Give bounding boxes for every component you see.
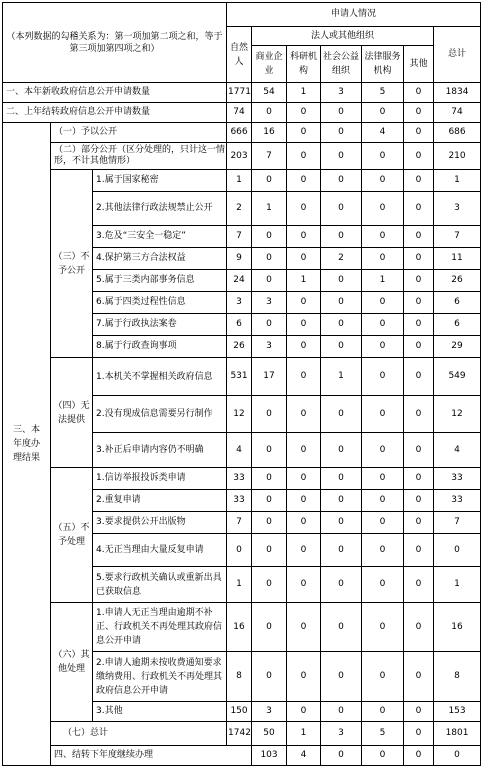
- cell: 0: [287, 292, 321, 314]
- cell: 0: [362, 358, 404, 396]
- cell: 0: [362, 226, 404, 248]
- cell: 7: [434, 226, 481, 248]
- cell: 0: [287, 103, 321, 123]
- cell: 12: [227, 396, 252, 433]
- cell: 6: [434, 292, 481, 314]
- cell: 0: [321, 226, 362, 248]
- cell: 0: [321, 468, 362, 490]
- row-label: 3.要求提供公开出版物: [93, 512, 227, 534]
- row-label: 一、本年新收政府信息公开申请数量: [3, 83, 227, 103]
- cell: 7: [252, 143, 287, 170]
- cell: 0: [404, 746, 434, 766]
- cell: 0: [321, 170, 362, 192]
- cell: 1: [287, 722, 321, 746]
- cell: 0: [362, 603, 404, 652]
- row-label: 四、结转下年度继续办理: [51, 746, 252, 766]
- row-label: （一）予以公开: [51, 123, 227, 143]
- cell: 0: [362, 433, 404, 468]
- cell: 666: [227, 123, 252, 143]
- cell: 0: [252, 270, 287, 292]
- cell: 0: [252, 468, 287, 490]
- cell: 1801: [434, 722, 481, 746]
- cell: 0: [252, 652, 287, 702]
- cell: 0: [321, 702, 362, 722]
- cell: 0: [362, 512, 404, 534]
- cell: 1: [434, 170, 481, 192]
- cell: 11: [434, 248, 481, 270]
- row-label: 1.申请人无正当理由逾期不补正、行政机关不再处理其政府信息公开申请: [93, 603, 227, 652]
- cell: 17: [252, 358, 287, 396]
- cell: 3: [227, 292, 252, 314]
- cell: 0: [321, 490, 362, 512]
- cell: 33: [434, 468, 481, 490]
- cell: 26: [227, 336, 252, 358]
- cell: 103: [252, 746, 287, 766]
- cell: 16: [434, 603, 481, 652]
- cell: 0: [321, 433, 362, 468]
- cell: 0: [362, 103, 404, 123]
- cell: 0: [321, 192, 362, 226]
- row-label: 6.属于四类过程性信息: [93, 292, 227, 314]
- cell: 0: [287, 433, 321, 468]
- group-4-label: （四）无法提供: [51, 358, 93, 468]
- cell: 153: [434, 702, 481, 722]
- section-3-label: 三、本年度办理结果: [3, 123, 51, 766]
- row-label: 2.申请人逾期未按收费通知要求缴纳费用、行政机关不再处理其政府信息公开申请: [93, 652, 227, 702]
- cell: 0: [321, 143, 362, 170]
- cell: 0: [404, 336, 434, 358]
- cell: 0: [404, 170, 434, 192]
- cell: 0: [287, 652, 321, 702]
- cell: 0: [252, 103, 287, 123]
- row-label: （二）部分公开（区分处理的，只计这一情形，不计其他情形）: [51, 143, 227, 170]
- cell: 0: [362, 490, 404, 512]
- cell: 1: [287, 83, 321, 103]
- cell: 0: [252, 396, 287, 433]
- cell: 203: [227, 143, 252, 170]
- cell: 0: [404, 103, 434, 123]
- cell: 0: [404, 123, 434, 143]
- cell: 0: [252, 170, 287, 192]
- cell: 0: [252, 534, 287, 567]
- cell: 0: [287, 396, 321, 433]
- cell: 0: [252, 248, 287, 270]
- cell: 33: [227, 468, 252, 490]
- row-label: 1.本机关不掌握相关政府信息: [93, 358, 227, 396]
- cell: 0: [362, 192, 404, 226]
- cell: 0: [362, 396, 404, 433]
- cell: 3: [252, 292, 287, 314]
- cell: 0: [287, 192, 321, 226]
- cell: 1: [227, 170, 252, 192]
- cell: 0: [287, 248, 321, 270]
- header-col-research: 科研机构: [287, 46, 321, 83]
- cell: 0: [404, 652, 434, 702]
- cell: 3: [252, 702, 287, 722]
- header-applicant: 申请人情况: [227, 3, 481, 27]
- cell: 6: [227, 314, 252, 336]
- cell: 0: [321, 103, 362, 123]
- cell: 0: [404, 358, 434, 396]
- cell: 0: [321, 270, 362, 292]
- cell: 0: [362, 702, 404, 722]
- cell: 0: [287, 468, 321, 490]
- cell: 29: [434, 336, 481, 358]
- cell: 3: [252, 336, 287, 358]
- cell: 0: [287, 702, 321, 722]
- cell: 0: [321, 336, 362, 358]
- row-label: 2.其他法律行政法规禁止公开: [93, 192, 227, 226]
- cell: 0: [404, 702, 434, 722]
- cell: 4: [287, 746, 321, 766]
- row-label: 8.属于行政查询事项: [93, 336, 227, 358]
- cell: 4: [227, 433, 252, 468]
- cell: 0: [252, 314, 287, 336]
- cell: 4: [362, 123, 404, 143]
- cell: 0: [287, 123, 321, 143]
- header-col-other: 其他: [404, 46, 434, 83]
- row-label: 7.属于行政执法案卷: [93, 314, 227, 336]
- cell: 0: [321, 292, 362, 314]
- row-label: 2.没有现成信息需要另行制作: [93, 396, 227, 433]
- cell: 0: [362, 314, 404, 336]
- cell: 0: [252, 433, 287, 468]
- cell: 210: [434, 143, 481, 170]
- cell: 0: [252, 567, 287, 603]
- cell: 5: [362, 83, 404, 103]
- cell: 0: [434, 534, 481, 567]
- cell: 0: [404, 192, 434, 226]
- cell: 0: [404, 722, 434, 746]
- cell: 8: [434, 652, 481, 702]
- row-label: 5.属于三类内部事务信息: [93, 270, 227, 292]
- cell: 0: [321, 567, 362, 603]
- cell: 1: [252, 192, 287, 226]
- cell: 0: [362, 336, 404, 358]
- header-col-business: 商业企业: [252, 46, 287, 83]
- group-3-label: （三）不予公开: [51, 170, 93, 358]
- cell: 8: [227, 652, 252, 702]
- cell: 0: [404, 396, 434, 433]
- cell: 5: [362, 722, 404, 746]
- cell: 0: [287, 170, 321, 192]
- cell: 0: [287, 534, 321, 567]
- cell: 7: [227, 512, 252, 534]
- cell: 0: [404, 270, 434, 292]
- cell: 0: [404, 83, 434, 103]
- cell: 4: [434, 433, 481, 468]
- cell: 0: [287, 567, 321, 603]
- row-label: 4.保护第三方合法权益: [93, 248, 227, 270]
- cell: 150: [227, 702, 252, 722]
- cell: 0: [404, 468, 434, 490]
- cell: 7: [434, 512, 481, 534]
- cell: 33: [227, 490, 252, 512]
- row-label: 1.信访举报投诉类申请: [93, 468, 227, 490]
- cell: 0: [434, 746, 481, 766]
- cell: 0: [287, 512, 321, 534]
- cell: 0: [404, 512, 434, 534]
- cell: 0: [362, 170, 404, 192]
- cell: 16: [227, 603, 252, 652]
- cell: 0: [362, 746, 404, 766]
- cell: 531: [227, 358, 252, 396]
- header-note: （本列数据的勾稽关系为：第一项加第二项之和，等于第三项加第四项之和）: [3, 3, 227, 83]
- row-label: 3.其他: [93, 702, 227, 722]
- cell: 54: [252, 83, 287, 103]
- cell: 0: [362, 652, 404, 702]
- info-disclosure-table: [2, 2, 481, 766]
- cell: 0: [404, 433, 434, 468]
- cell: 3: [321, 83, 362, 103]
- cell: 1: [321, 358, 362, 396]
- cell: 50: [252, 722, 287, 746]
- row-label: （七）总计: [51, 722, 227, 746]
- cell: 0: [362, 143, 404, 170]
- cell: 0: [362, 248, 404, 270]
- cell: 12: [434, 396, 481, 433]
- cell: 0: [362, 567, 404, 603]
- cell: 7: [227, 226, 252, 248]
- group-6-label: （六）其他处理: [51, 603, 93, 722]
- cell: 0: [404, 314, 434, 336]
- cell: 686: [434, 123, 481, 143]
- cell: 0: [321, 314, 362, 336]
- cell: 26: [434, 270, 481, 292]
- row-label: 1.属于国家秘密: [93, 170, 227, 192]
- cell: 3: [321, 722, 362, 746]
- cell: 0: [252, 603, 287, 652]
- row-label: 3.补正后申请内容仍不明确: [93, 433, 227, 468]
- cell: 74: [434, 103, 481, 123]
- cell: 0: [362, 534, 404, 567]
- cell: 0: [321, 534, 362, 567]
- cell: 0: [287, 603, 321, 652]
- cell: 1834: [434, 83, 481, 103]
- cell: 0: [287, 143, 321, 170]
- cell: 0: [287, 358, 321, 396]
- cell: 0: [287, 226, 321, 248]
- cell: 0: [321, 652, 362, 702]
- cell: 1: [287, 270, 321, 292]
- cell: 0: [287, 336, 321, 358]
- cell: 0: [321, 603, 362, 652]
- cell: 0: [287, 490, 321, 512]
- cell: 74: [227, 103, 252, 123]
- cell: 6: [434, 314, 481, 336]
- header-natural-person: 自然人: [227, 27, 252, 83]
- cell: 0: [321, 396, 362, 433]
- row-label: 3.危及“三安全一稳定”: [93, 226, 227, 248]
- cell: 0: [321, 123, 362, 143]
- cell: 0: [362, 292, 404, 314]
- cell: 1742: [227, 722, 252, 746]
- cell: 0: [321, 746, 362, 766]
- cell: 0: [404, 490, 434, 512]
- cell: 24: [227, 270, 252, 292]
- cell: 0: [252, 512, 287, 534]
- cell: 0: [404, 534, 434, 567]
- cell: 0: [404, 603, 434, 652]
- cell: 0: [404, 567, 434, 603]
- cell: 9: [227, 248, 252, 270]
- cell: 0: [252, 490, 287, 512]
- header-total: 总计: [434, 27, 481, 83]
- cell: 2: [227, 192, 252, 226]
- cell: 0: [287, 314, 321, 336]
- cell: 0: [252, 226, 287, 248]
- cell: 0: [404, 292, 434, 314]
- group-5-label: （五）不予处理: [51, 468, 93, 603]
- cell: 0: [404, 143, 434, 170]
- cell: 1771: [227, 83, 252, 103]
- cell: 0: [227, 534, 252, 567]
- cell: 1: [227, 567, 252, 603]
- cell: 16: [252, 123, 287, 143]
- row-label: 5.要求行政机关确认或重新出具已获取信息: [93, 567, 227, 603]
- cell: 0: [321, 512, 362, 534]
- cell: 0: [404, 248, 434, 270]
- cell: 2: [321, 248, 362, 270]
- cell: 0: [362, 468, 404, 490]
- cell: 3: [434, 192, 481, 226]
- row-label: 二、上年结转政府信息公开申请数量: [3, 103, 227, 123]
- row-label: 2.重复申请: [93, 490, 227, 512]
- cell: 33: [434, 490, 481, 512]
- cell: 1: [434, 567, 481, 603]
- cell: 1: [362, 270, 404, 292]
- cell: 549: [434, 358, 481, 396]
- header-col-legal-service: 法律服务机构: [362, 46, 404, 83]
- cell: 0: [404, 226, 434, 248]
- header-col-public-welfare: 社会公益组织: [321, 46, 362, 83]
- header-legal-group: 法人或其他组织: [252, 27, 434, 46]
- row-label: 4.无正当理由大量反复申请: [93, 534, 227, 567]
